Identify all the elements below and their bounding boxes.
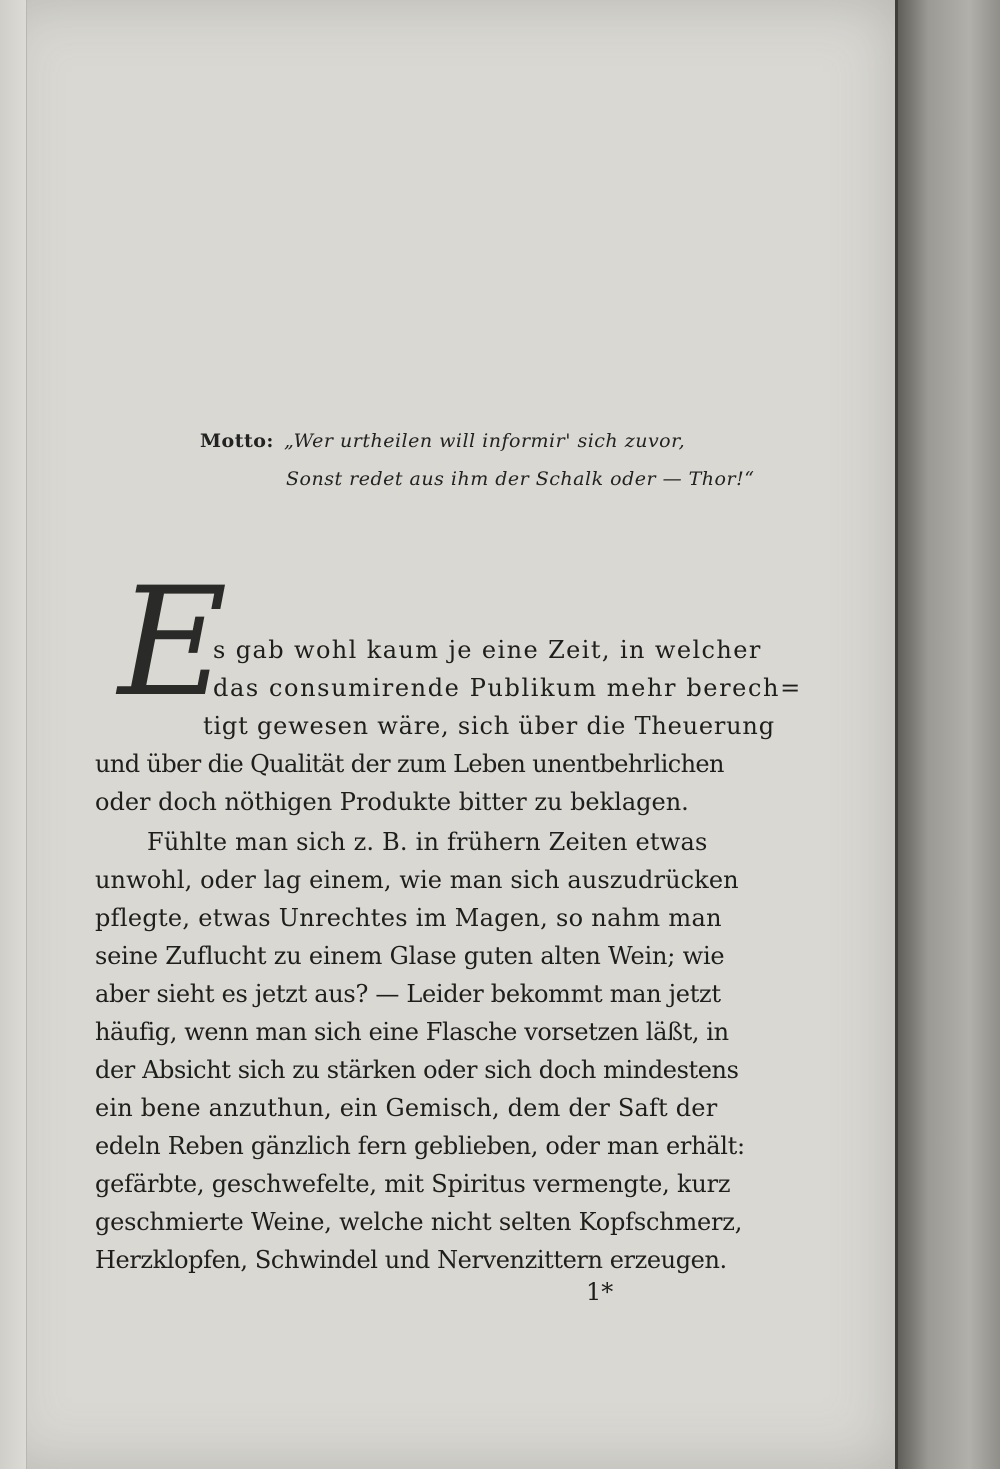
paragraph-2-line: edeln Reben gänzlich fern geblieben, oder man erhält: xyxy=(95,1132,745,1160)
paragraph-2-line: Fühlte man sich z. B. in frühern Zeiten etwas xyxy=(147,828,708,856)
page-edge-shadow xyxy=(898,0,1000,1469)
paragraph-1-line: tigt gewesen wäre, sich über die Theuerung xyxy=(203,712,775,740)
paragraph-2-line: der Absicht sich zu stärken oder sich doch mindestens xyxy=(95,1056,739,1084)
paragraph-2-line: häufig, wenn man sich eine Flasche vorsetzen läßt, in xyxy=(95,1018,729,1046)
paragraph-2-line: seine Zuflucht zu einem Glase guten alten Wein; wie xyxy=(95,942,725,970)
signature-mark: 1* xyxy=(586,1278,614,1306)
page-gutter xyxy=(0,0,27,1469)
motto xyxy=(200,422,780,498)
motto-line-1: „Wer urtheilen will informir' sich zuvor, xyxy=(284,430,686,452)
drop-cap-letter: E xyxy=(118,556,228,730)
paragraph-2-line: Herzklopfen, Schwindel und Nervenzittern erzeugen. xyxy=(95,1246,727,1274)
paragraph-2-line: ein bene anzuthun, ein Gemisch, dem der Saft der xyxy=(95,1094,718,1122)
ornamental-drop-cap xyxy=(118,556,228,748)
paragraph-2-line: geschmierte Weine, welche nicht selten Kopfschmerz, xyxy=(95,1208,743,1236)
paragraph-1-line: und über die Qualität der zum Leben unentbehrlichen xyxy=(95,750,724,778)
motto-label: Motto: xyxy=(200,430,274,452)
paragraph-2-line: pflegte, etwas Unrechtes im Magen, so nahm man xyxy=(95,904,722,932)
paragraph-1-line: das consumirende Publikum mehr berech= xyxy=(213,674,802,702)
paragraph-2-line: aber sieht es jetzt aus? — Leider bekommt man jetzt xyxy=(95,980,721,1008)
paragraph-2-line: unwohl, oder lag einem, wie man sich auszudrücken xyxy=(95,866,739,894)
paragraph-1-line: s gab wohl kaum je eine Zeit, in welcher xyxy=(213,636,762,664)
paragraph-1-line: oder doch nöthigen Produkte bitter zu beklagen. xyxy=(95,788,689,816)
motto-line-2: Sonst redet aus ihm der Schalk oder — Thor!“ xyxy=(286,468,755,490)
paragraph-2-line: gefärbte, geschwefelte, mit Spiritus vermengte, kurz xyxy=(95,1170,731,1198)
